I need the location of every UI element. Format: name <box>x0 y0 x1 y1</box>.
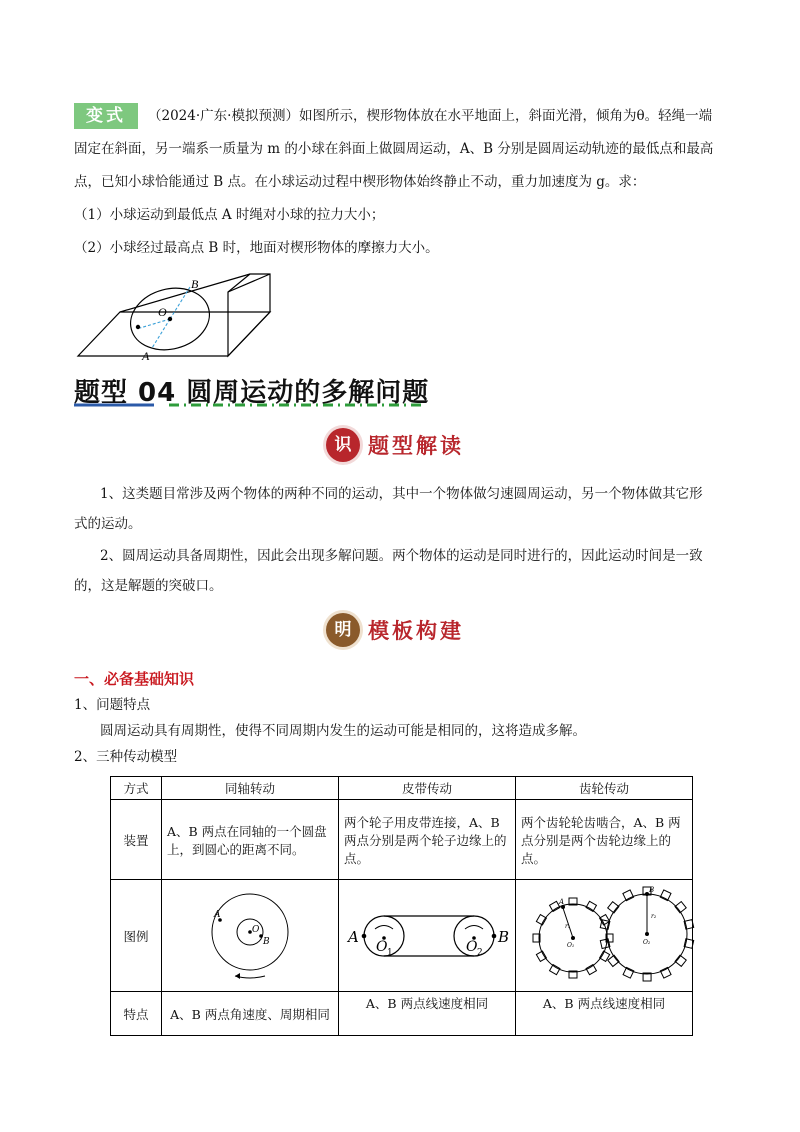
row-figure-label: 图例 <box>111 880 162 992</box>
knowledge-item-1-text: 圆周运动具有周期性，使得不同周期内发生的运动可能是相同的，这将造成多解。 <box>100 723 586 739</box>
reading-p1-line2: 式的运动。 <box>74 516 142 532</box>
transmission-table <box>110 776 693 1036</box>
gear-o1: O₁ <box>567 942 575 949</box>
reading-p1-line1: 1、这类题目常涉及两个物体的两种不同的运动，其中一个物体做匀速圆周运动，另一个物体做其它形 <box>100 486 703 502</box>
question-2: （2）小球经过最高点 B 时，地面对楔形物体的摩擦力大小。 <box>74 240 439 256</box>
question-1: （1）小球运动到最低点 A 时绳对小球的拉力大小； <box>74 207 385 223</box>
device-belt: 两个轮子用皮带连接，A、B 两点分别是两个轮子边缘上的点。 <box>339 800 516 880</box>
problem-line-3: 点，已知小球恰能通过 B 点。在小球运动过程中楔形物体始终静止不动，重力加速度为 g。求： <box>74 174 646 190</box>
belt-o2-sub: 2 <box>477 948 483 958</box>
device-gear: 两个齿轮轮齿啮合，A、B 两点分别是两个齿轮边缘上的点。 <box>516 800 693 880</box>
belt-o1-sub: 1 <box>387 948 393 958</box>
header-coaxial: 同轴转动 <box>162 777 339 800</box>
knowledge-item-1: 1、问题特点 <box>74 697 151 713</box>
knowledge-heading: 一、必备基础知识 <box>74 670 195 688</box>
reading-seal <box>326 428 464 462</box>
reading-p2-line2: 的，这是解题的突破口。 <box>74 578 223 594</box>
row-device-label: 装置 <box>111 800 162 880</box>
feature-belt: A、B 两点线速度相同 <box>339 992 516 1036</box>
seal-glyph-1: 识 <box>326 428 360 462</box>
knowledge-item-2: 2、三种传动模型 <box>74 749 178 765</box>
belt-o1: O <box>376 939 388 955</box>
belt-b: B <box>498 928 510 946</box>
coaxial-diagram <box>190 884 310 984</box>
template-seal <box>326 613 464 647</box>
wedge-figure <box>70 272 280 364</box>
problem-line-2: 固定在斜面，另一端系一质量为 m 的小球在斜面上做圆周运动，A、B 分别是圆周运动轨迹的最低点和最高 <box>74 141 714 157</box>
ball-point <box>136 325 140 329</box>
belt-a: A <box>348 928 359 946</box>
center-point <box>168 317 172 321</box>
coaxial-o: O <box>252 925 260 935</box>
header-gear: 齿轮传动 <box>516 777 693 800</box>
section-title: 题型 04 圆周运动的多解问题 <box>74 378 430 408</box>
title-underline <box>74 402 424 408</box>
coaxial-a: A <box>214 910 221 920</box>
figure-belt <box>339 880 516 992</box>
label-o: O <box>158 305 167 319</box>
figure-coaxial <box>162 880 339 992</box>
row-feature-label: 特点 <box>111 992 162 1036</box>
header-mode: 方式 <box>111 777 162 800</box>
feature-coaxial: A、B 两点角速度、周期相同 <box>162 992 339 1036</box>
problem-line-1: （2024·广东·模拟预测）如图所示，楔形物体放在水平地面上，斜面光滑，倾角为θ。轻绳一端 <box>148 108 713 124</box>
seal-text-2: 模板构建 <box>368 618 464 643</box>
seal-glyph-2: 明 <box>326 613 360 647</box>
header-belt: 皮带传动 <box>339 777 516 800</box>
gear-o2: O₂ <box>643 939 651 946</box>
device-coaxial: A、B 两点在同轴的一个圆盘上，到圆心的距离不同。 <box>162 800 339 880</box>
gear-a: A <box>559 898 565 906</box>
label-a: A <box>142 349 150 363</box>
feature-gear: A、B 两点线速度相同 <box>516 992 693 1036</box>
variant-badge: 变式 <box>74 103 138 129</box>
gear-b: B <box>649 886 655 894</box>
belt-diagram <box>344 889 514 979</box>
gear-r2: r₂ <box>651 913 657 920</box>
coaxial-b: B <box>263 937 270 947</box>
reading-p2-line1: 2、圆周运动具备周期性，因此会出现多解问题。两个物体的运动是同时进行的，因此运动时间是一致 <box>100 548 703 564</box>
belt-o2: O <box>466 939 478 955</box>
seal-text-1: 题型解读 <box>368 433 464 458</box>
gear-r1: r₁ <box>565 923 571 930</box>
label-b: B <box>191 277 199 291</box>
gear-diagram <box>521 882 701 986</box>
figure-gear <box>516 880 693 992</box>
